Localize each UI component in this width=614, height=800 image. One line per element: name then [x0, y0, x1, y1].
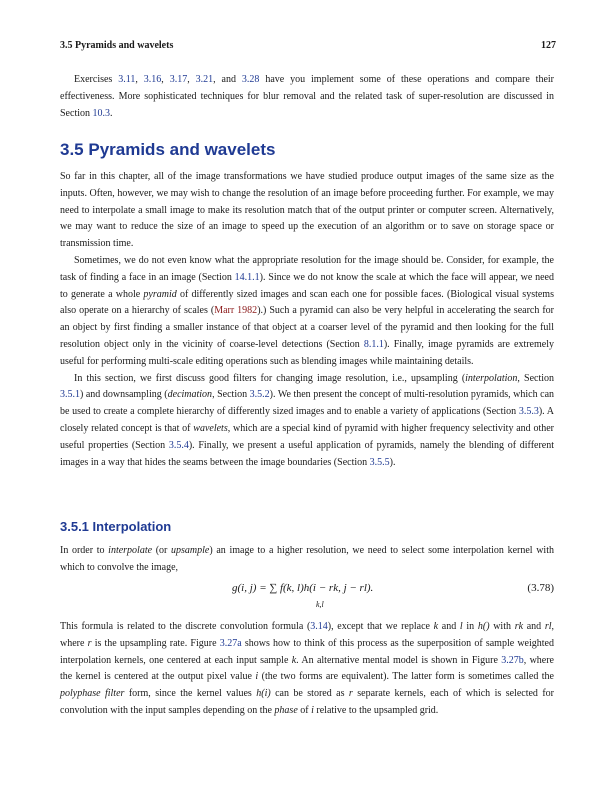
- subsection-heading: 3.5.1 Interpolation: [60, 519, 172, 534]
- section-link[interactable]: 3.5.4: [168, 439, 189, 451]
- equation-number: (3.78): [527, 582, 554, 594]
- section-link[interactable]: 8.1.1: [363, 338, 384, 350]
- section-link[interactable]: 14.1.1: [234, 271, 260, 283]
- exercise-link[interactable]: 3.16: [143, 74, 162, 85]
- page-number: 127: [541, 40, 556, 51]
- exercise-link[interactable]: 3.17: [169, 74, 188, 85]
- citation-link[interactable]: Marr 1982: [214, 305, 258, 317]
- intro-paragraph: Exercises 3.11, 3.16, 3.17, 3.21, and 3.28 have you implement some of these operations and compare their effectiveness. More sophisticated techniques for blur removal and the related task of super-resolution are discussed in Section 10.3.: [60, 74, 555, 119]
- equation-body: g(i, j) = ∑ f(k, l)h(i − rk, j − rl).: [232, 582, 374, 594]
- section-body: [60, 169, 554, 471]
- exercise-link[interactable]: 3.11: [118, 74, 136, 85]
- paragraph: So far in this chapter, all of the image transformations we have studied produce output images of the same size as the inputs. Often, however, we may wish to change the resolution of an image before proceeding further. For example, we may need to interpolate a small image to make its resolution match that of the output printer or computer screen. Alternatively, we may want to reduce the size of an image to speed up the execution of an algorithm or to save on storage space or transmission time.: [60, 171, 554, 250]
- section-link[interactable]: 3.5.3: [518, 406, 539, 418]
- paragraph: In this section, we first discuss good filters for changing image resolution, i.e., upsampling (interpolation, Section 3.5.1) and downsampling (decimation, Section 3.5.2). We then present the concept of multi-resolution pyramids, which can be used to create a complete hierarchy of differently sized images and to enable a variety of applications (Section 3.5.3). A closely related concept is that of wavelets, which are a special kind of pyramid with higher frequency selectivity and other useful properties (Section 3.5.4). Finally, we present a useful application of pyramids, namely the blending of different images in a way that hides the seams between the image boundaries (Section 3.5.5).: [60, 372, 555, 468]
- running-header-section: 3.5 Pyramids and wavelets: [60, 40, 174, 51]
- equation-3-78: [60, 582, 554, 612]
- figure-link[interactable]: 3.27b: [501, 654, 524, 666]
- exercise-link[interactable]: 3.28: [241, 74, 260, 85]
- exercise-link[interactable]: 3.21: [195, 74, 214, 85]
- section-heading: 3.5 Pyramids and wavelets: [60, 140, 276, 159]
- paragraph: Sometimes, we do not even know what the appropriate resolution for the image should be. Consider, for example, the task of finding a face in an image (Section 14.1.1). Since we do not know the scale at which the face will appear, we need to generate a whole pyramid of differently sized images and scan each one for possible faces. (Biological visual systems also operate on a hierarchy of scales (Marr 1982).) Such a pyramid can also be very helpful in accelerating the search for an object by first finding a smaller instance of that object at a coarser level of the pyramid and then looking for the full resolution object only in the vicinity of coarse-level detections (Section 8.1.1). Finally, image pyramids are extremely useful for performing multi-scale editing operations such as blending images while maintaining details.: [60, 254, 554, 367]
- section-link[interactable]: 3.5.5: [369, 456, 390, 468]
- running-header: [60, 40, 556, 51]
- equation-link[interactable]: 3.14: [310, 621, 328, 632]
- section-link[interactable]: 10.3: [92, 107, 110, 119]
- section-link[interactable]: 3.5.2: [249, 389, 270, 401]
- subsection-intro: In order to interpolate (or upsample) an image to a higher resolution, we need to select some interpolation kernel with which to convolve the image,: [60, 545, 554, 573]
- figure-link[interactable]: 3.27a: [219, 637, 242, 649]
- paragraph-after-equation: This formula is related to the discrete convolution formula (3.14), except that we replace k and l in h() with rk and rl, where r is the upsampling rate. Figure 3.27a shows how to think of this process as the superposition of sample weighted interpolation kernels, one centered at each input sample k. An alternative mental model is shown in Figure 3.27b, where the kernel is centered at the output pixel value i (the two forms are equivalent). The latter form is sometimes called the polyphase filter form, since the kernel values h(i) can be stored as r separate kernels, each of which is selected for convolution with the input samples depending on the phase of i relative to the upsampled grid.: [60, 621, 555, 716]
- equation-subscript: k,l: [316, 600, 324, 609]
- section-link[interactable]: 3.5.1: [60, 389, 80, 401]
